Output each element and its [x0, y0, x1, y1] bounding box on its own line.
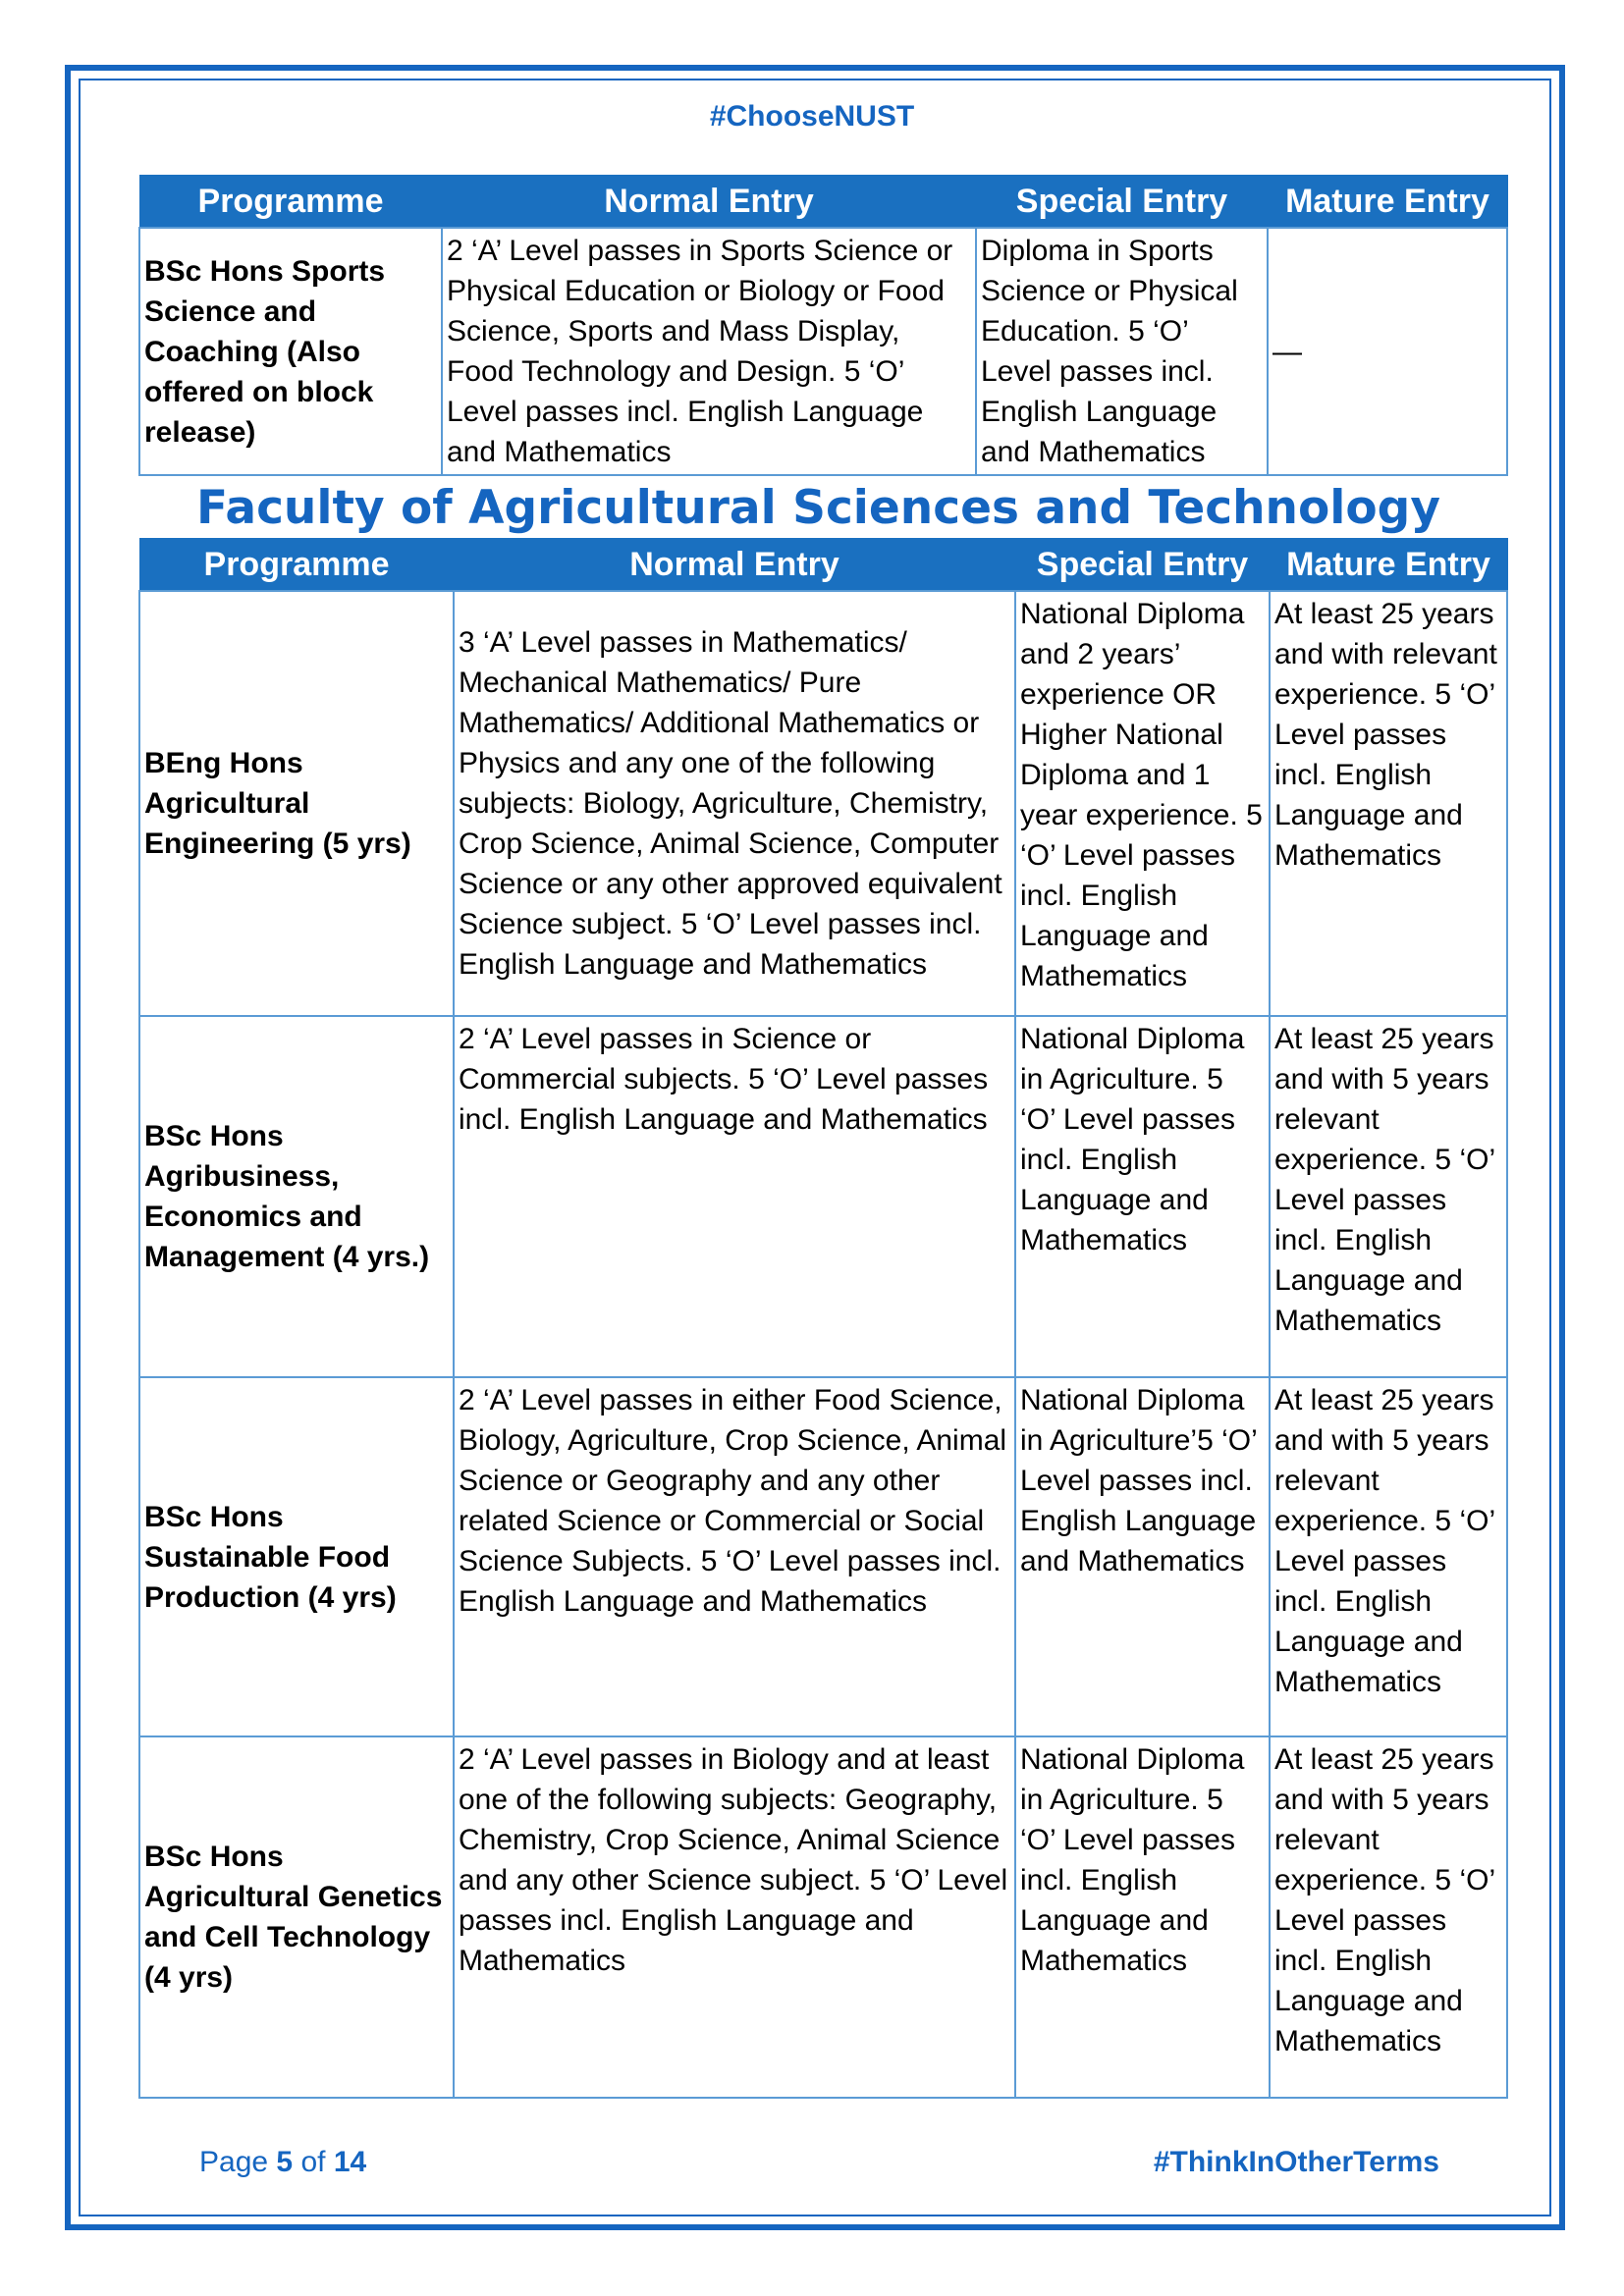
normal-entry-cell: 2 ‘A’ Level passes in Biology and at least one of the following subjects: Geography, Chemistry, Crop Science, Animal Science and any other Science subject. 5 ‘O’ Level passes incl. English Language and Mathematics: [454, 1736, 1015, 2098]
special-entry-cell: National Diploma in Agriculture. 5 ‘O’ Level passes incl. English Language and Mathematics: [1015, 1016, 1270, 1377]
col-header-mature-entry: Mature Entry: [1268, 176, 1507, 229]
table-row: [139, 1736, 1507, 2098]
col-header-programme: Programme: [139, 176, 442, 229]
table-row: [139, 591, 1507, 1016]
normal-entry-cell: 3 ‘A’ Level passes in Mathematics/ Mechanical Mathematics/ Pure Mathematics/ Additional Mathematics or Physics and any one of the following subjects: Biology, Agriculture, Chemistry, Crop Science, Animal Science, Computer Science or any other approved equivalent Science subject. 5 ‘O’ Level passes incl. English Language and Mathematics: [454, 591, 1015, 1016]
col-header-special-entry: Special Entry: [1015, 539, 1270, 592]
special-entry-cell: National Diploma in Agriculture’5 ‘O’ Level passes incl. English Language and Mathematics: [1015, 1377, 1270, 1736]
page-number: [199, 2146, 366, 2179]
faculty-title: Faculty of Agricultural Sciences and Technology: [196, 481, 1440, 535]
mature-entry-cell: —: [1268, 228, 1507, 475]
col-header-mature-entry: Mature Entry: [1270, 539, 1507, 592]
programme-cell: BSc Hons Agribusiness, Economics and Management (4 yrs.): [139, 1016, 454, 1377]
page-total: 14: [333, 2146, 367, 2178]
special-entry-cell: National Diploma and 2 years’ experience OR Higher National Diploma and 1 year experience. 5 ‘O’ Level passes incl. English Language and Mathematics: [1015, 591, 1270, 1016]
page-current: 5: [276, 2146, 294, 2178]
mature-entry-cell: At least 25 years and with 5 years relevant experience. 5 ‘O’ Level passes incl. English Language and Mathematics: [1270, 1736, 1507, 2098]
normal-entry-cell: 2 ‘A’ Level passes in Sports Science or Physical Education or Biology or Food Science, Sports and Mass Display, Food Technology and Design. 5 ‘O’ Level passes incl. English Language and Mathematics: [442, 228, 976, 475]
table-header-row: [139, 539, 1507, 592]
special-entry-cell: National Diploma in Agriculture. 5 ‘O’ Level passes incl. English Language and Mathematics: [1015, 1736, 1270, 2098]
col-header-special-entry: Special Entry: [976, 176, 1268, 229]
special-entry-cell: Diploma in Sports Science or Physical Education. 5 ‘O’ Level passes incl. English Language and Mathematics: [976, 228, 1268, 475]
col-header-programme: Programme: [139, 539, 454, 592]
programme-cell: BEng Hons Agricultural Engineering (5 yrs): [139, 591, 454, 1016]
normal-entry-cell: 2 ‘A’ Level passes in either Food Science, Biology, Agriculture, Crop Science, Animal Science or Geography and any other related Science or Commercial or Social Science Subjects. 5 ‘O’ Level passes incl. English Language and Mathematics: [454, 1377, 1015, 1736]
table-header-row: [139, 176, 1507, 229]
col-header-normal-entry: Normal Entry: [454, 539, 1015, 592]
programme-cell: BSc Hons Sustainable Food Production (4 yrs): [139, 1377, 454, 1736]
agricultural-programmes-table: [138, 538, 1508, 2099]
mature-entry-cell: At least 25 years and with 5 years relevant experience. 5 ‘O’ Level passes incl. English Language and Mathematics: [1270, 1377, 1507, 1736]
of-word: of: [300, 2146, 326, 2178]
sports-science-table: [138, 175, 1508, 476]
mature-entry-cell: At least 25 years and with 5 years relevant experience. 5 ‘O’ Level passes incl. English Language and Mathematics: [1270, 1016, 1507, 1377]
programme-cell: BSc Hons Sports Science and Coaching (Also offered on block release): [139, 228, 442, 475]
table-row: [139, 1377, 1507, 1736]
programme-cell: BSc Hons Agricultural Genetics and Cell Technology (4 yrs): [139, 1736, 454, 2098]
table-row: [139, 1016, 1507, 1377]
footer-hashtag: #ThinkInOtherTerms: [1153, 2146, 1439, 2178]
mature-entry-cell: At least 25 years and with relevant experience. 5 ‘O’ Level passes incl. English Language and Mathematics: [1270, 591, 1507, 1016]
header-hashtag: #ChooseNUST: [709, 100, 915, 133]
col-header-normal-entry: Normal Entry: [442, 176, 976, 229]
table-row: [139, 228, 1507, 475]
page-word: Page: [199, 2146, 269, 2178]
normal-entry-cell: 2 ‘A’ Level passes in Science or Commercial subjects. 5 ‘O’ Level passes incl. English Language and Mathematics: [454, 1016, 1015, 1377]
